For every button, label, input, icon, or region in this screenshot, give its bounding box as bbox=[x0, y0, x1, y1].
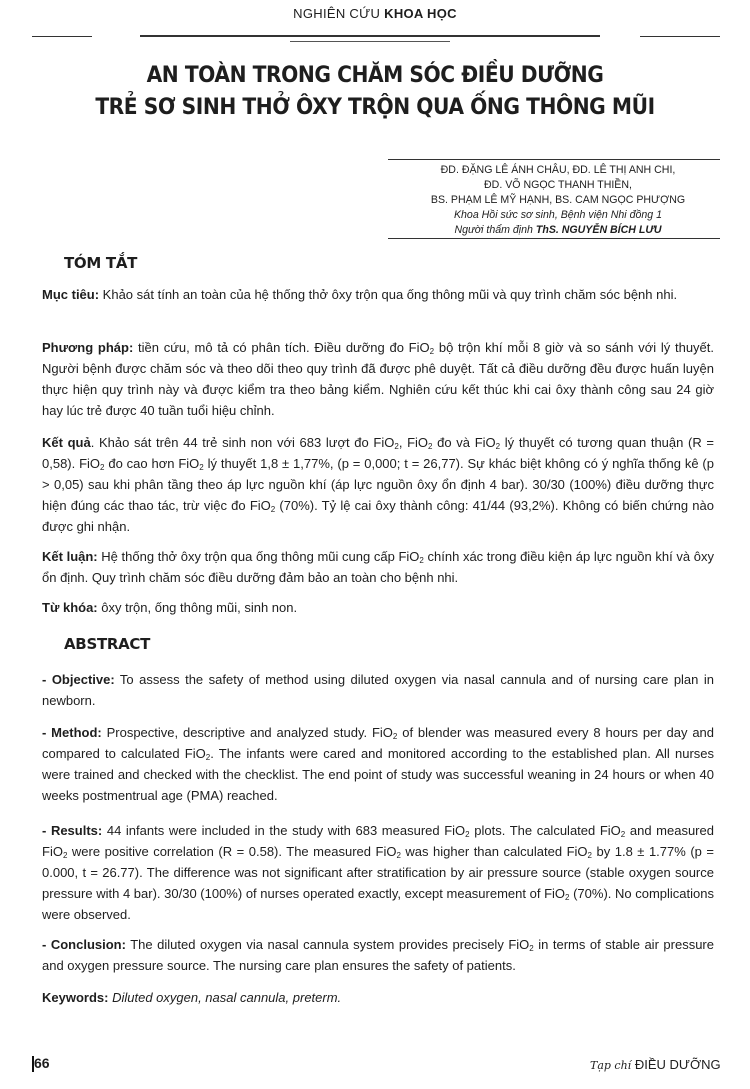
section-header-prefix: NGHIÊN CỨU bbox=[293, 6, 381, 21]
author-block bbox=[388, 163, 728, 238]
results-paragraph: - Results: 44 infants were included in the study with 683 measured FiO$_2$ plots. The calculated FiO$_2$ and measured FiO$_2$ were positive correlation (R = 0.58). The measured FiO$_2$ was higher than calculated FiO$_2$ by 1.8 ± 1.77% (p = 0.000, t = 26.77). The difference was not significant after stratification by air pressure source (stable oxygen source pressure with 4 bar). 30/30 (100%) of nurses operated exactly, except measurement of FiO$_2$ (70%). No complications were observed. bbox=[42, 823, 714, 922]
keywords-label: Keywords: bbox=[42, 990, 109, 1005]
header-rule-sub bbox=[290, 41, 450, 42]
authors-rule-top bbox=[388, 159, 720, 160]
author-line-2: ĐD. VÕ NGỌC THANH THIỀN, bbox=[484, 179, 632, 191]
magazine-prefix: Tạp chí bbox=[590, 1059, 632, 1072]
ket-qua-label: Kết quả bbox=[42, 435, 91, 450]
abstract-heading: ABSTRACT bbox=[64, 635, 151, 653]
tu-khoa-paragraph: Từ khóa: ôxy trộn, ống thông mũi, sinh non. bbox=[42, 600, 298, 615]
objective-paragraph: - Objective: To assess the safety of method using diluted oxygen via nasal cannula and of nursing care plan in newborn. bbox=[42, 672, 714, 708]
keywords-paragraph: Keywords: Diluted oxygen, nasal cannula, preterm. bbox=[42, 990, 342, 1005]
title-line-1: AN TOÀN TRONG CHĂM SÓC ĐIỀU DƯỠNG bbox=[146, 63, 604, 88]
conclusion-paragraph: - Conclusion: The diluted oxygen via nasal cannula system provides precisely FiO$_2$ in terms of stable air pressure and oxygen pressure source. The nursing care plan ensures the safety of patients. bbox=[42, 937, 714, 973]
reviewer-prefix: Người thẩm định bbox=[454, 224, 533, 236]
phuong-phap-label: Phương pháp: bbox=[42, 340, 134, 355]
results-label: - Results: bbox=[42, 823, 103, 838]
header-rule-right bbox=[640, 36, 720, 37]
author-line-1: ĐD. ĐẶNG LÊ ÁNH CHÂU, ĐD. LÊ THỊ ANH CHI, bbox=[440, 164, 676, 176]
ket-luan-label: Kết luận: bbox=[42, 549, 98, 564]
title-line-2: TRẺ SƠ SINH THỞ ÔXY TRỘN QUA ỐNG THÔNG MŨI bbox=[95, 95, 655, 120]
header-rule-left bbox=[32, 36, 92, 37]
article-title bbox=[30, 60, 720, 124]
muc-tieu-label: Mục tiêu: bbox=[42, 287, 100, 302]
ket-qua-paragraph: Kết quả. Khảo sát trên 44 trẻ sinh non với 683 lượt đo FiO$_2$, FiO$_2$ đo và FiO$_2$ lý thuyết có tương quan thuận (R = 0,58). FiO$_2$ đo cao hơn FiO$_2$ lý thuyết 1,8 ± 1,77%, (p = 0,000; t = 26,77). Sự khác biệt không có ý nghĩa thống kê (p > 0,05) sau khi phân tầng theo áp lực nguồn khí (áp lực nguồn ôxy ổn định 4 bar). 30/30 (100%) điều dưỡng thực hiện đúng các thao tác, trừ việc đo FiO$_2$ (70%). Tỷ lệ cai ôxy thành công: 41/44 (93,2%). Không có biến chứng nào được ghi nhận. bbox=[42, 435, 715, 534]
method-paragraph: - Method: Prospective, descriptive and analyzed study. FiO$_2$ of blender was measured every 8 hours per day and compared to calculated FiO$_2$. The infants were cared and monitored according to the established plan. All nurses were trained and checked with the checklist. The end point of study was successful weaning in 24 hours or when 40 weeks postmentrual age (PMA) reached. bbox=[42, 725, 715, 803]
author-affiliation: Khoa Hồi sức sơ sinh, Bệnh viện Nhi đồng 1 bbox=[453, 209, 663, 221]
magazine-name bbox=[590, 1057, 721, 1072]
conclusion-label: - Conclusion: bbox=[42, 937, 126, 952]
page-number: 66 bbox=[34, 1055, 50, 1071]
author-line-3: BS. PHẠM LÊ MỸ HẠNH, BS. CAM NGỌC PHƯỢNG bbox=[430, 194, 686, 206]
authors-rule-bottom bbox=[388, 238, 720, 239]
section-header bbox=[0, 6, 750, 21]
header-rule-main bbox=[140, 35, 600, 37]
muc-tieu-paragraph: Mục tiêu: Khảo sát tính an toàn của hệ thống thở ôxy trộn qua ống thông mũi và quy trình chăm sóc bệnh nhi. bbox=[42, 287, 678, 302]
magazine-title: ĐIỀU DƯỠNG bbox=[634, 1057, 721, 1072]
section-header-bold: KHOA HỌC bbox=[384, 6, 457, 21]
author-reviewer bbox=[388, 223, 728, 238]
method-label: - Method: bbox=[42, 725, 102, 740]
ket-luan-paragraph: Kết luận: Hệ thống thở ôxy trộn qua ống thông mũi cung cấp FiO$_2$ chính xác trong điều kiện áp lực nguồn khí và ôxy ổn định. Quy trình chăm sóc điều dưỡng đảm bảo an toàn cho bệnh nhi. bbox=[42, 549, 714, 585]
objective-label: - Objective: bbox=[42, 672, 115, 687]
reviewer-name: ThS. NGUYỄN BÍCH LƯU bbox=[535, 224, 662, 236]
tom-tat-heading: TÓM TẮT bbox=[64, 254, 138, 272]
tu-khoa-label: Từ khóa: bbox=[42, 600, 98, 615]
phuong-phap-paragraph: Phương pháp: tiền cứu, mô tả có phân tích. Điều dưỡng đo FiO$_2$ bộ trộn khí mỗi 8 giờ và so sánh với lý thuyết. Người bệnh được chăm sóc và theo dõi theo quy trình đã được phê duyệt. Tất cả điều dưỡng đều được huấn luyện thực hiện quy trình này và được kiểm tra theo bảng kiểm. Nghiên cứu kết thúc khi cai ôxy thành công sau 24 giờ hay lúc trẻ được 40 tuần tuổi hiệu chỉnh. bbox=[42, 340, 715, 418]
